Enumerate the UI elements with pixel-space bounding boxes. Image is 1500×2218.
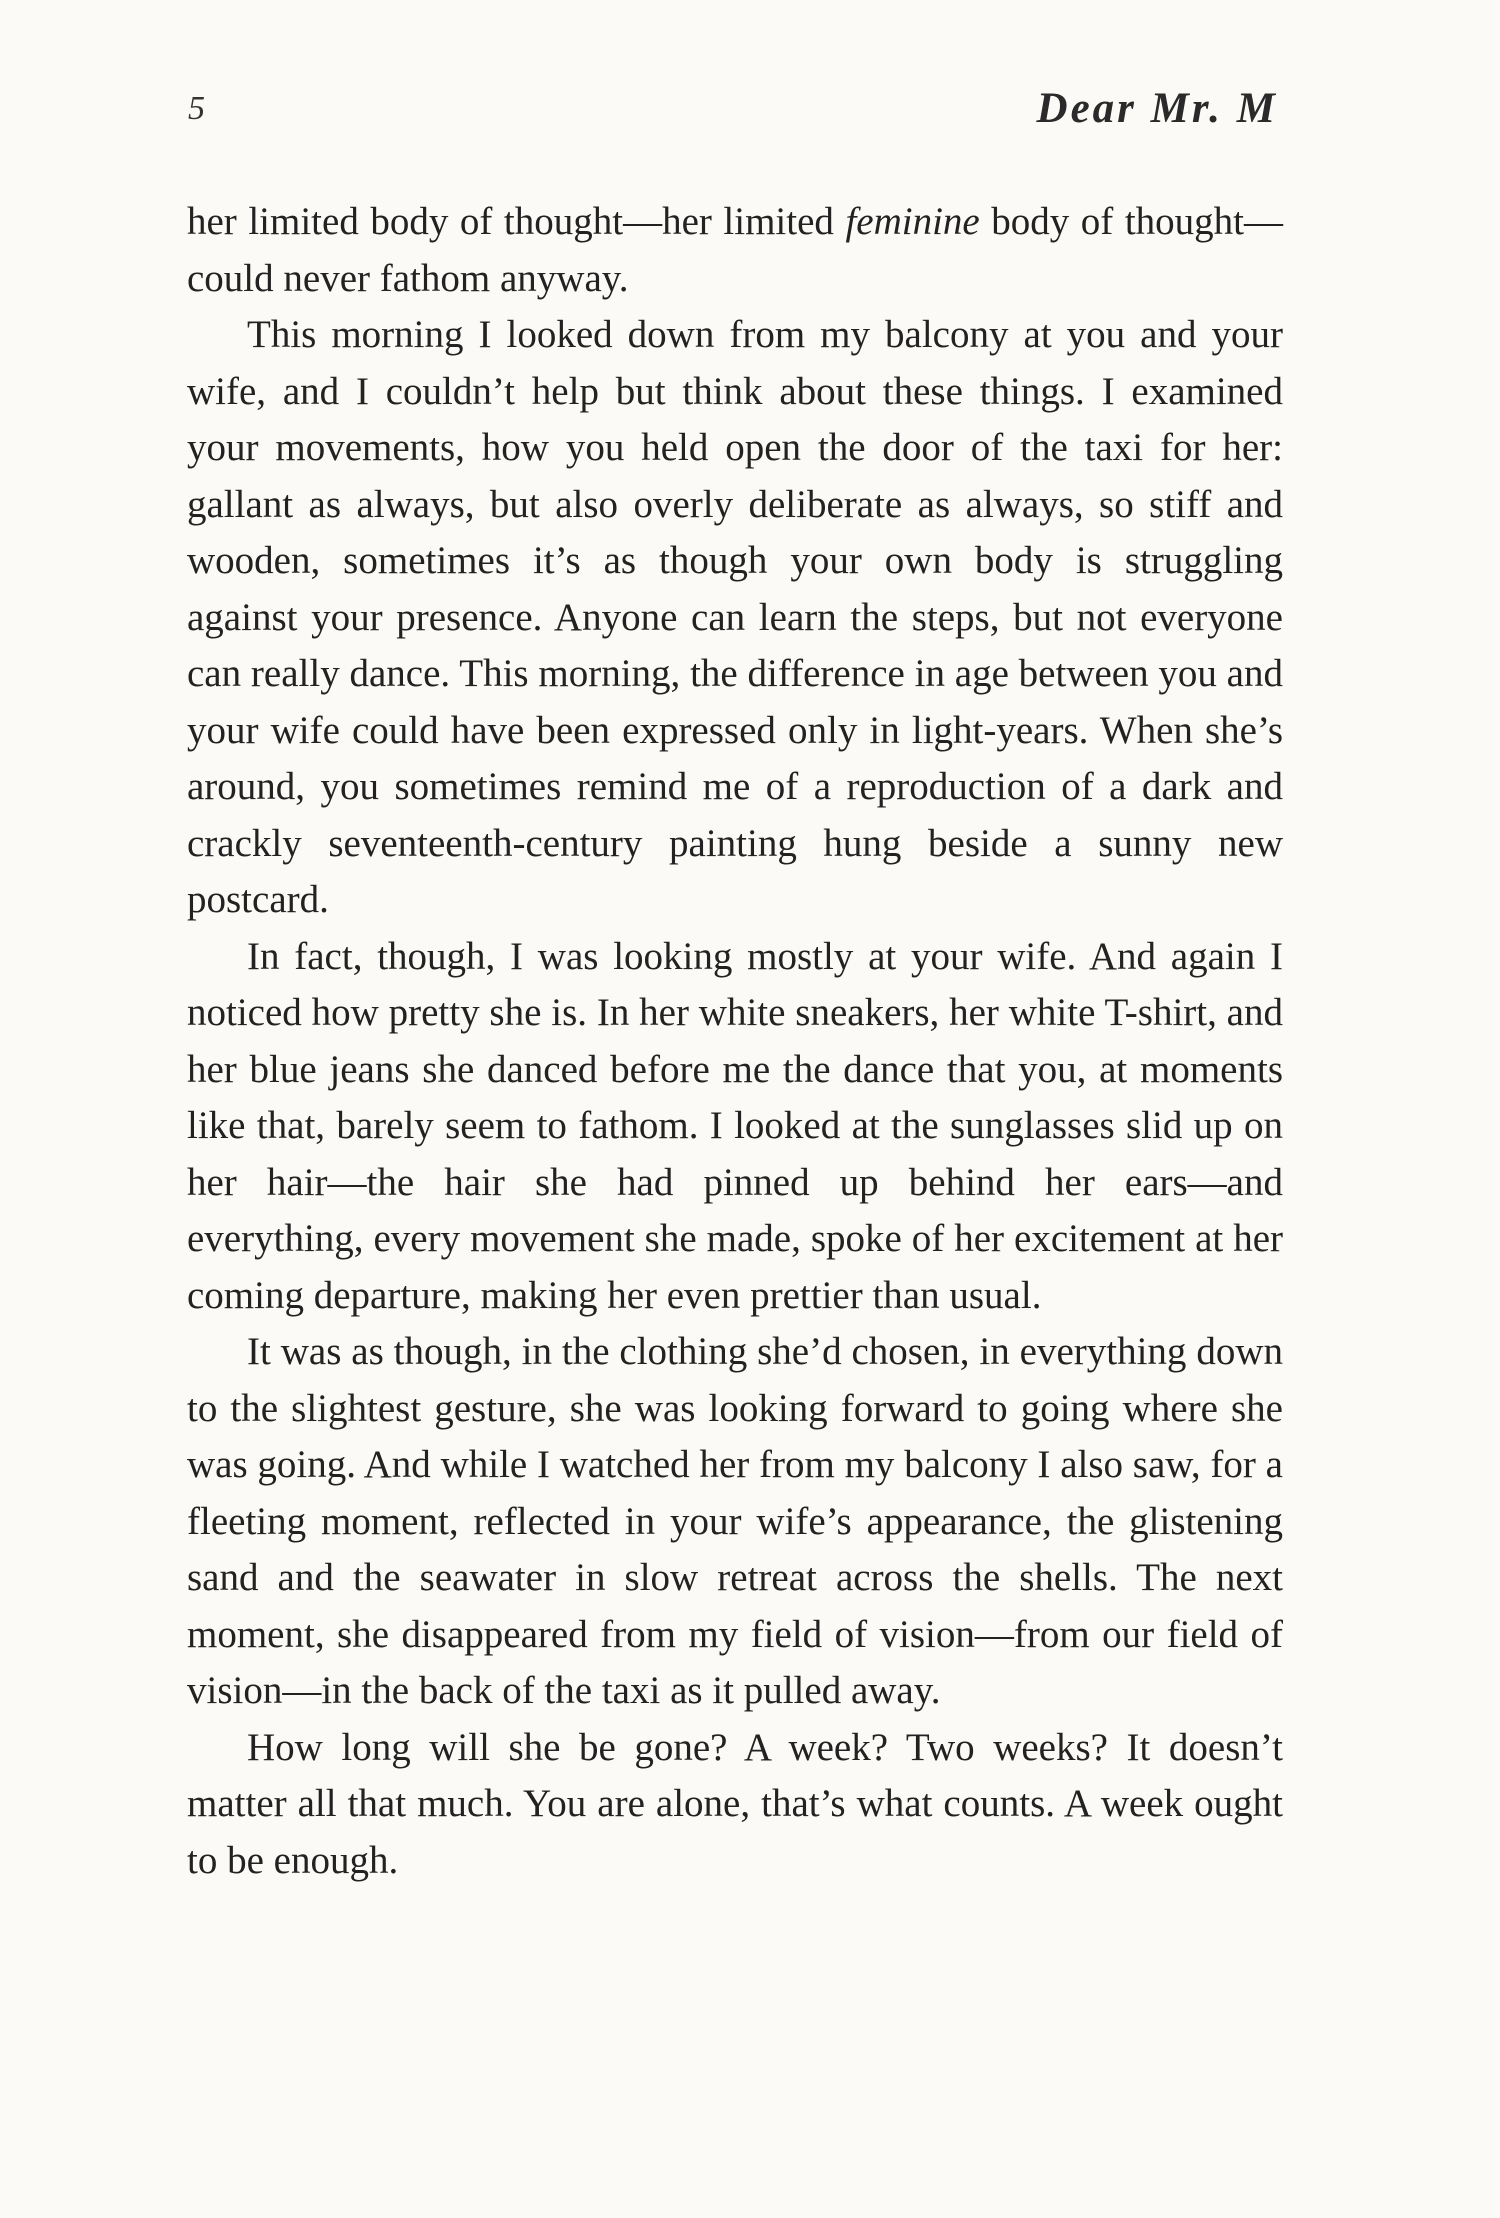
running-title: Dear Mr. M <box>1036 85 1278 132</box>
page-number: 5 <box>188 90 205 127</box>
paragraph-1-emphasis: feminine <box>845 200 980 243</box>
paragraph-1 <box>187 194 1283 307</box>
body-text <box>187 194 1283 1889</box>
paragraph-2: This morning I looked down from my balcony at you and your wife, and I couldn’t help but think about these things. I examined your movements, how you held open the door of the taxi for her: gallant as always, but also overly deliberate as always, so stiff and wooden, sometimes it’s as though your own body is struggling against your presence. Anyone can learn the steps, but not everyone can really dance. This morning, the difference in age between you and your wife could have been expressed only in light-years. When she’s around, you sometimes remind me of a reproduction of a dark and crackly seventeenth-century painting hung beside a sunny new postcard. <box>187 313 1283 921</box>
paragraph-1-text-after: body of thought—could never fathom anyway. <box>187 200 1283 300</box>
page-header <box>188 85 1278 150</box>
paragraph-1-text-before: her limited body of thought—her limited <box>187 200 846 243</box>
paragraph-4: It was as though, in the clothing she’d chosen, in everything down to the slightest gesture, she was looking forward to going where she was going. And while I watched her from my balcony I also saw, for a fleeting moment, reflected in your wife’s appearance, the glistening sand and the seawater in slow retreat across the shells. The next moment, she disappeared from my field of vision—from our field of vision—in the back of the taxi as it pulled away. <box>187 1330 1283 1712</box>
paragraph-3: In fact, though, I was looking mostly at your wife. And again I noticed how pretty she is. In her white sneakers, her white T-shirt, and her blue jeans she danced before me the dance that you, at moments like that, barely seem to fathom. I looked at the sunglasses slid up on her hair—the hair she had pinned up behind her ears—and everything, every movement she made, spoke of her excitement at her coming departure, making her even prettier than usual. <box>187 934 1283 1317</box>
paragraph-5: How long will she be gone? A week? Two weeks? It doesn’t matter all that much. You are alone, that’s what counts. A week ought to be enough. <box>187 1725 1283 1882</box>
